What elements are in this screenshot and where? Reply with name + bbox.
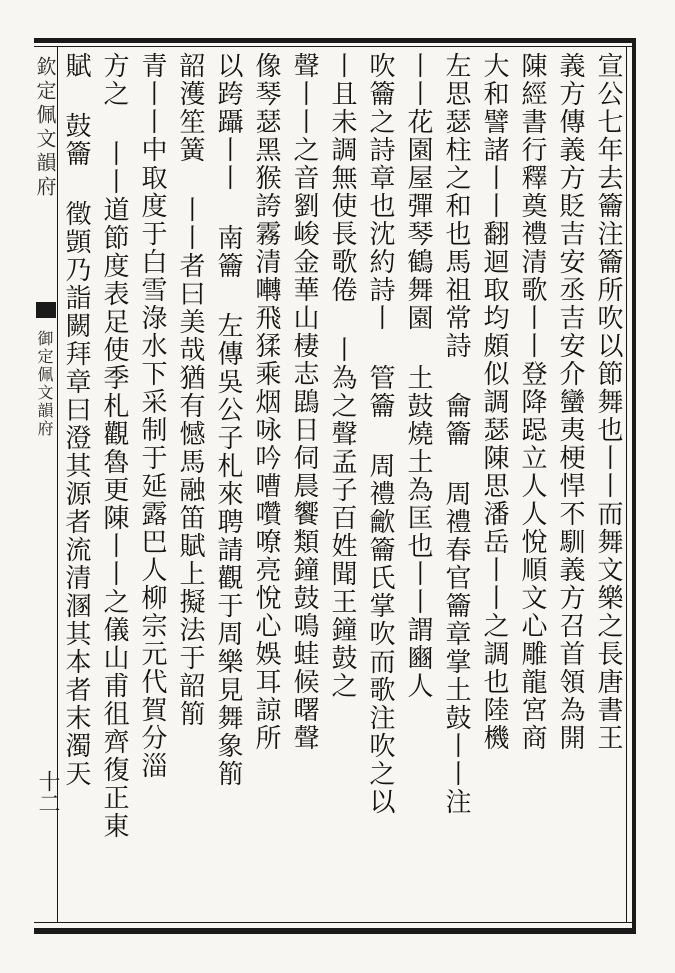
text-column-1: 宣公七年去籥注籥所吹以節舞也丨丨而舞文樂之長唐書王: [593, 52, 623, 752]
text-column-10: 像琴瑟黑猴誇霧清囀飛猱乘烟咏吟嘈囋嘹亮悅心娛耳諒所: [251, 52, 281, 752]
text-column-14: 方之 丨丨道節度表足使季札觀魯更陳丨丨之儀山甫徂齊復正東: [99, 52, 129, 840]
text-column-9: 聲丨丨之音劉峻金華山棲志鵾日伺晨饗類鐘鼓鳴蛙候曙聲: [289, 52, 319, 752]
text-column-4: 大和譬諸丨丨翻迴取均頗似調瑟陳思潘岳丨丨之調也陸機: [479, 52, 509, 752]
text-column-15: 賦 鼓籥 徵顗乃詣闕拜章曰澄其源者流清溷其本者末濁天: [61, 52, 91, 788]
frame-bottom-inner-border: [34, 922, 636, 923]
page-number: 十二: [35, 770, 60, 814]
gutter-subtitle: 御定佩文韻府: [35, 330, 54, 438]
text-column-13: 青丨丨中取度于白雪淥水下采制于延露巴人柳宗元代賀分淄: [137, 52, 167, 780]
frame-right-border: [632, 38, 636, 934]
text-column-7: 吹籥之詩章也沈約詩丨 管籥 周禮龡籥氏掌吹而歌注吹之以: [365, 52, 395, 816]
text-column-11: 以跨躡丨丨 南籥 左傳吳公子札來聘請觀于周樂見舞象箾: [213, 52, 243, 788]
text-column-2: 義方傳義方貶吉安丞吉安介蠻夷梗悍不馴義方召首領為開: [555, 52, 585, 752]
text-column-6: 丨丨花園屋彈琴鶴舞園 土鼓燒土為匡也丨丨謂豳人: [403, 52, 433, 700]
text-column-12: 韶濩笙簧 丨丨者曰美哉猶有憾馬融笛賦上擬法于韶箾: [175, 52, 205, 728]
frame-top-inner-border: [34, 46, 636, 47]
gutter-title: 欽定佩文韻府: [33, 56, 57, 200]
text-column-3: 陳經書行釋奠禮清歌丨丨登降跽立人人悅順文心雕龍宮商: [517, 52, 547, 752]
frame-top-border: [34, 38, 636, 43]
text-column-8: 丨且未調無使長歌倦 丨為之聲孟子百姓聞王鐘鼓之: [327, 52, 357, 700]
text-column-5: 左思瑟柱之和也馬祖常詩 龠籥 周禮春官籥章掌土鼓丨丨注: [441, 52, 471, 816]
fold-mark: [36, 302, 56, 318]
frame-bottom-border: [34, 928, 636, 934]
